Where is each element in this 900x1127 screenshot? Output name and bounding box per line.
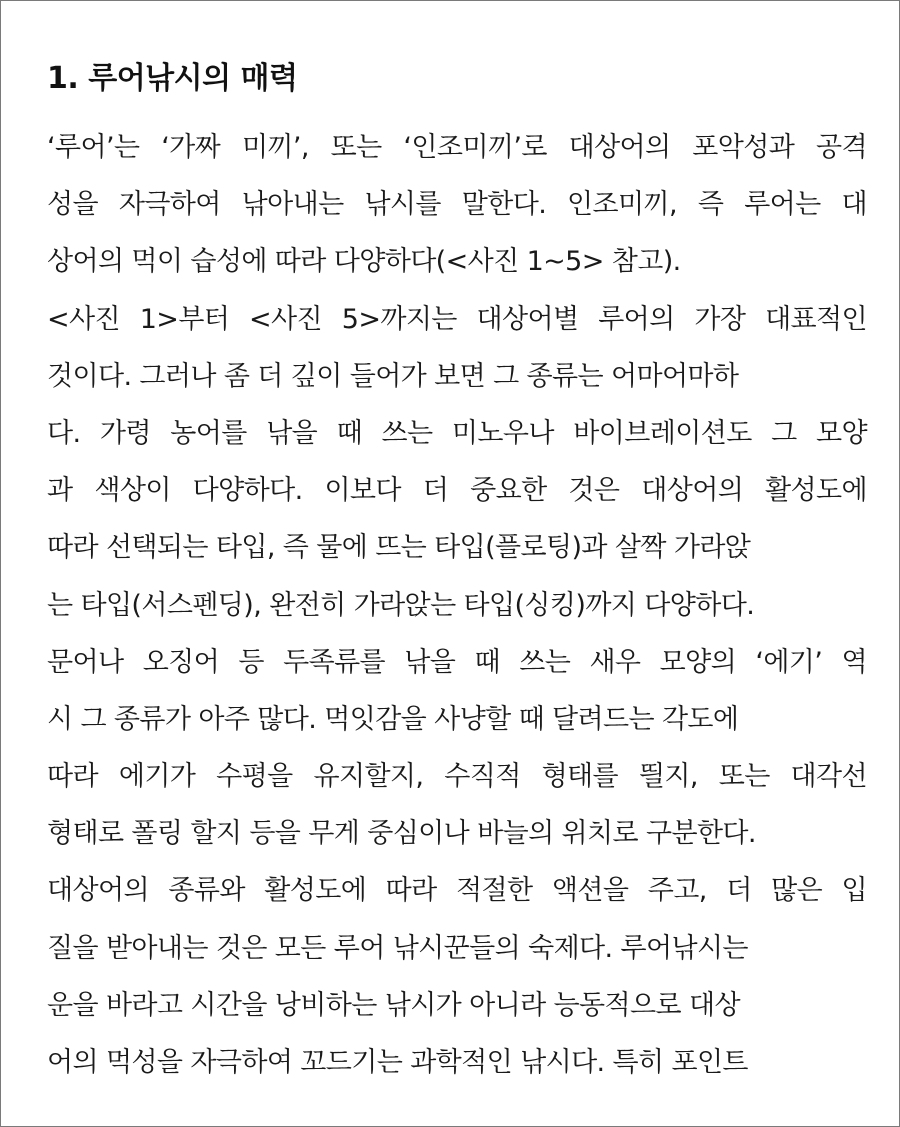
body-line: 시 그 종류가 아주 많다. 먹잇감을 사냥할 때 달려드는 각도에 bbox=[47, 703, 739, 735]
body-line: 대상어의 종류와 활성도에 따라 적절한 액션을 주고, 더 많은 입 bbox=[47, 875, 867, 907]
body-line: ‘루어’는 ‘가짜 미끼’, 또는 ‘인조미끼’로 대상어의 포악성과 공격 bbox=[47, 132, 867, 163]
body-line: 어의 먹성을 자극하여 꼬드기는 과학적인 낚시다. 특히 포인트 bbox=[47, 1047, 748, 1078]
body-line: 과 색상이 다양하다. 이보다 더 중요한 것은 대상어의 활성도에 bbox=[47, 475, 867, 507]
body-line: 운을 바라고 시간을 낭비하는 낚시가 아니라 능동적으로 대상 bbox=[47, 989, 740, 1021]
body-line: 따라 에기가 수평을 유지할지, 수직적 형태를 띌지, 또는 대각선 bbox=[47, 761, 867, 793]
body-line: 상어의 먹이 습성에 따라 다양하다(<사진 1~5> 참고). bbox=[47, 246, 681, 278]
body-line: 것이다. 그러나 좀 더 깊이 들어가 보면 그 종류는 어마어마하 bbox=[47, 360, 739, 392]
body-line: 따라 선택되는 타입, 즉 물에 뜨는 타입(플로팅)과 살짝 가라앉 bbox=[47, 532, 751, 564]
body-line: <사진 1>부터 <사진 5>까지는 대상어별 루어의 가장 대표적인 bbox=[47, 303, 867, 335]
body-line: 형태로 폴링 할지 등을 무게 중심이나 바늘의 위치로 구분한다. bbox=[47, 818, 756, 850]
body-line: 다. 가령 농어를 낚을 때 쓰는 미노우나 바이브레이션도 그 모양 bbox=[47, 417, 867, 449]
section-heading: 1. 루어낚시의 매력 bbox=[47, 61, 298, 96]
body-line: 성을 자극하여 낚아내는 낚시를 말한다. 인조미끼, 즉 루어는 대 bbox=[47, 189, 867, 221]
body-line: 문어나 오징어 등 두족류를 낚을 때 쓰는 새우 모양의 ‘에기’ 역 bbox=[47, 646, 867, 678]
article-body bbox=[47, 119, 867, 1091]
body-line: 질을 받아내는 것은 모든 루어 낚시꾼들의 숙제다. 루어낚시는 bbox=[47, 932, 748, 964]
body-line: 는 타입(서스펜딩), 완전히 가라앉는 타입(싱킹)까지 다양하다. bbox=[47, 589, 755, 621]
